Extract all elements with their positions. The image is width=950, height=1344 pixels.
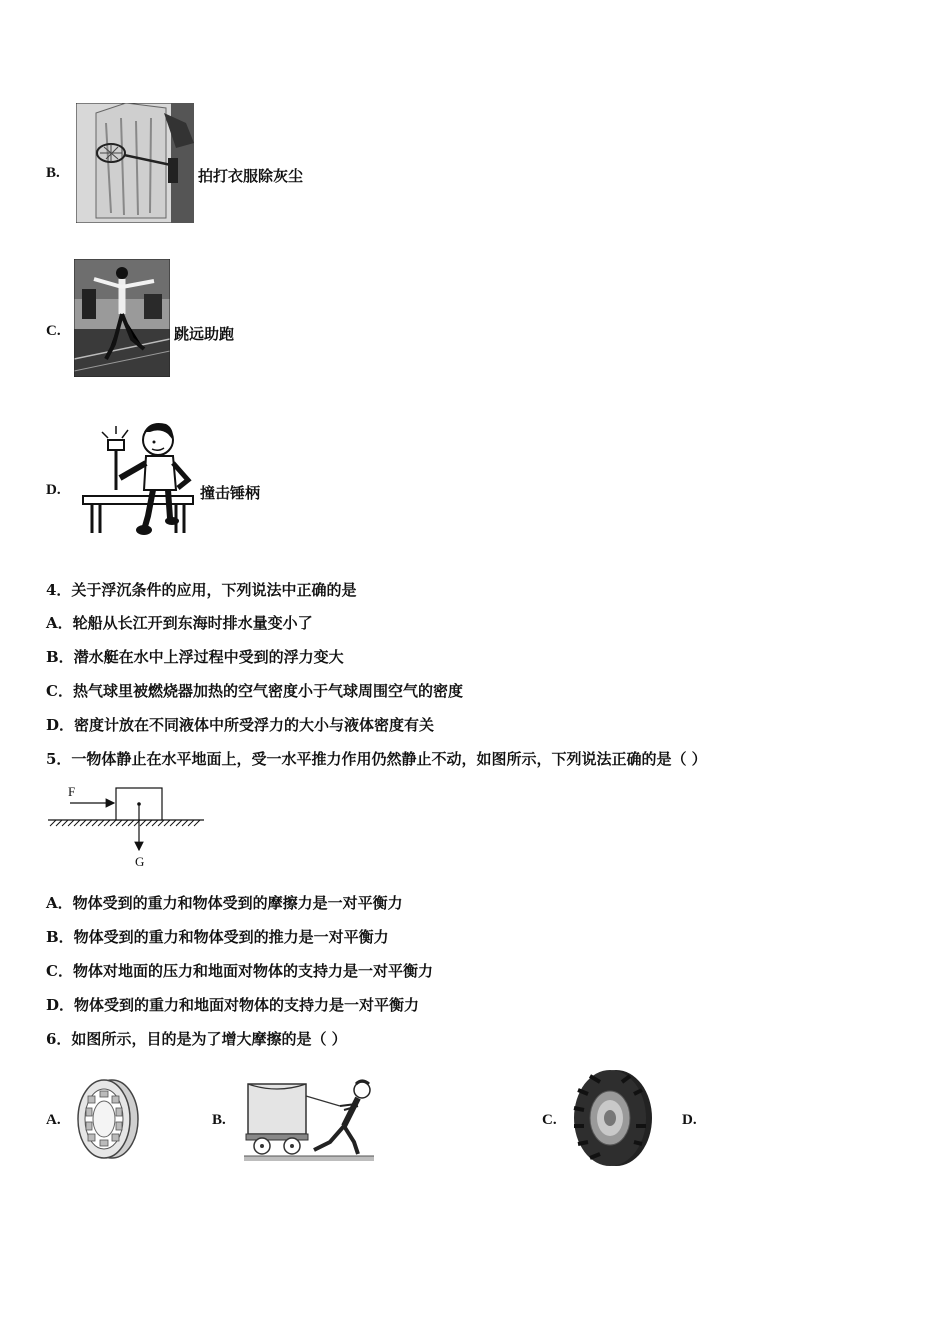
q5-option-d: D．物体受到的重力和地面对物体的支持力是一对平衡力 [46,996,420,1014]
force-diagram [46,780,211,870]
cart-wheels-drawing [244,1076,376,1162]
q5-option-c: C．物体对地面的压力和地面对物体的支持力是一对平衡力 [46,962,433,980]
q4-stem: 4．关于浮沉条件的应用，下列说法中正确的是 [46,581,357,599]
q3-option-c-caption: 跳远助跑 [174,325,235,343]
q4-option-c: C．热气球里被燃烧器加热的空气密度小于气球周围空气的密度 [46,682,463,700]
roller-bearing-icon [76,1078,140,1160]
q4-option-a: A．轮船从长江开到东海时排水量变小了 [46,614,313,632]
q6-option-c-letter: C. [542,1112,557,1128]
hammer-handle-drawing [78,418,198,538]
q4-option-b: B．潜水艇在水中上浮过程中受到的浮力变大 [46,648,344,666]
tread-tire-icon [570,1068,654,1168]
q3-option-b-caption: 拍打衣服除灰尘 [198,167,304,185]
q4-option-d: D．密度计放在不同液体中所受浮力的大小与液体密度有关 [46,716,435,734]
q3-option-c-letter: C. [46,323,61,339]
q6-option-d-letter: D. [682,1112,697,1128]
q5-stem: 5．一物体静止在水平地面上，受一水平推力作用仍然静止不动，如图所示，下列说法正确的是（ ） [46,750,707,768]
long-jump-runup-photo [74,259,170,377]
q6-stem: 6．如图所示，目的是为了增大摩擦的是（ ） [46,1030,347,1048]
q3-option-d-letter: D. [46,482,61,498]
q3-option-b-letter: B. [46,165,60,181]
q5-option-b: B．物体受到的重力和物体受到的推力是一对平衡力 [46,928,389,946]
q6-option-a-letter: A. [46,1112,61,1128]
force-f-label: F [68,784,76,799]
q3-option-d-caption: 撞击锤柄 [200,484,261,502]
beating-clothes-photo [76,103,194,223]
q6-option-b-letter: B. [212,1112,226,1128]
q5-option-a: A．物体受到的重力和物体受到的摩擦力是一对平衡力 [46,894,403,912]
gravity-g-label: G [135,854,145,869]
